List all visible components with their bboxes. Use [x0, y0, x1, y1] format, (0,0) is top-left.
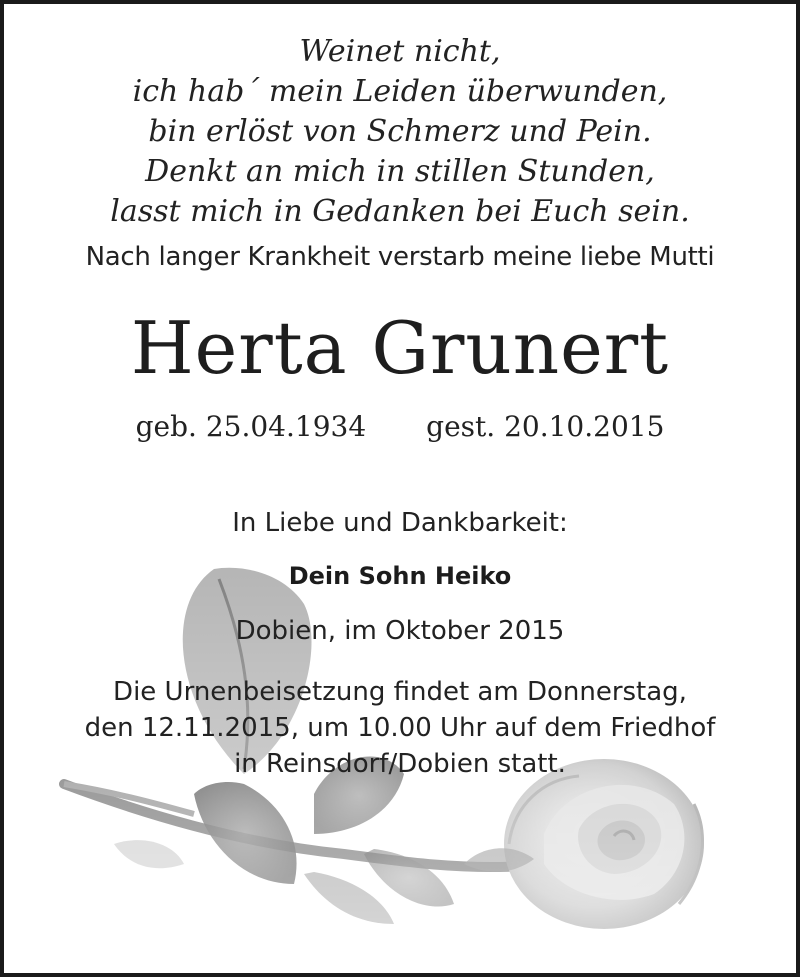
poem-line: Denkt an mich in stillen Stunden, — [145, 154, 655, 189]
burial-line: in Reinsdorf/Dobien statt. — [234, 749, 566, 779]
poem — [4, 32, 796, 232]
poem-line: lasst mich in Gedanken bei Euch sein. — [110, 194, 690, 229]
poem-line: bin erlöst von Schmerz und Pein. — [148, 114, 652, 149]
thanks-line: In Liebe und Dankbarkeit: — [232, 508, 568, 538]
intro-text: Nach langer Krankheit verstarb meine liebe Mutti — [85, 242, 715, 272]
deceased-name: Herta Grunert — [130, 306, 670, 390]
mourner-signature: Dein Sohn Heiko — [288, 562, 512, 590]
poem-line: Weinet nicht, — [299, 34, 501, 69]
burial-line: Die Urnenbeisetzung findet am Donnerstag, — [113, 677, 687, 707]
burial-info — [4, 674, 796, 782]
burial-line: den 12.11.2015, um 10.00 Uhr auf dem Friedhof — [84, 713, 716, 743]
life-dates — [4, 410, 796, 443]
birth-date: geb. 25.04.1934 — [135, 410, 367, 443]
death-date: gest. 20.10.2015 — [426, 410, 665, 443]
place-date: Dobien, im Oktober 2015 — [235, 616, 565, 646]
poem-line: ich hab´ mein Leiden überwunden, — [132, 74, 668, 109]
